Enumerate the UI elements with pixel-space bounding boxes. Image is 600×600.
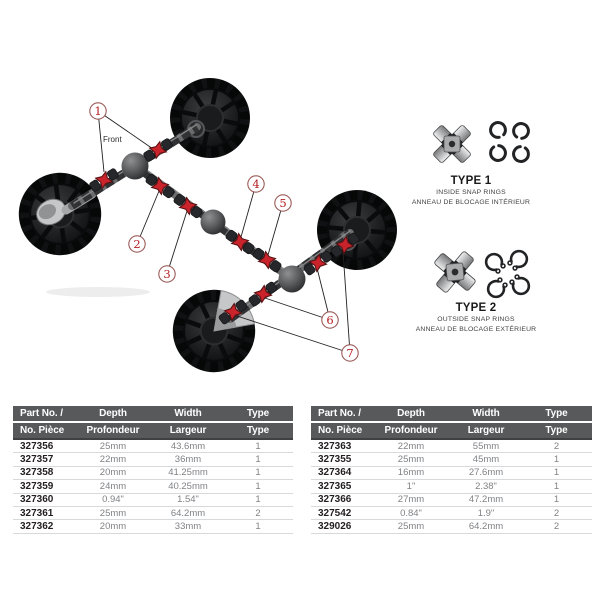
cell-width: 27.6mm xyxy=(451,466,521,479)
cell-part-no: 327364 xyxy=(311,466,371,479)
cell-width: 40.25mm xyxy=(153,480,223,493)
table-row xyxy=(311,520,592,533)
cell-part-no: 327358 xyxy=(13,466,73,479)
callout-3 xyxy=(159,266,175,282)
cell-type: 1 xyxy=(521,453,592,466)
cell-part-no: 327362 xyxy=(13,520,73,533)
type2-label xyxy=(395,301,557,334)
col-header-width: Width xyxy=(451,406,521,422)
cell-part-no: 327356 xyxy=(13,439,73,453)
type2-image xyxy=(424,241,532,303)
type1-image xyxy=(422,114,530,173)
ground-shadow xyxy=(46,287,150,297)
col-header-depth: Depth xyxy=(73,406,153,422)
col-header-part-fr: No. Pièce xyxy=(13,422,73,439)
type1-label xyxy=(390,174,552,207)
callout-7 xyxy=(342,345,358,361)
table-row xyxy=(13,466,293,479)
col-header-part: Part No. / xyxy=(13,406,73,422)
svg-text:3: 3 xyxy=(163,266,171,281)
cell-depth: 25mm xyxy=(73,439,153,453)
cell-depth: 24mm xyxy=(73,480,153,493)
cell-part-no: 327542 xyxy=(311,506,371,519)
parts-table-right xyxy=(311,406,592,534)
cell-part-no: 327357 xyxy=(13,453,73,466)
table-row xyxy=(311,480,592,493)
cell-depth: 22mm xyxy=(73,453,153,466)
cell-type: 1 xyxy=(521,493,592,506)
col-header-part: Part No. / xyxy=(311,406,371,422)
col-header-type: Type xyxy=(223,406,293,422)
cell-part-no: 327361 xyxy=(13,506,73,519)
table-row xyxy=(311,453,592,466)
col-header-depth-fr: Profondeur xyxy=(73,422,153,439)
col-header-type: Type xyxy=(521,406,592,422)
col-header-width-fr: Largeur xyxy=(153,422,223,439)
cell-width: 2.38" xyxy=(451,480,521,493)
svg-text:6: 6 xyxy=(326,312,334,327)
table-row xyxy=(13,453,293,466)
table-row xyxy=(13,493,293,506)
col-header-depth: Depth xyxy=(371,406,451,422)
cell-depth: 20mm xyxy=(73,466,153,479)
cell-type: 1 xyxy=(521,480,592,493)
cell-type: 2 xyxy=(223,506,293,519)
col-header-type-fr: Type xyxy=(223,422,293,439)
front-label: Front xyxy=(103,135,122,144)
cell-type: 1 xyxy=(223,453,293,466)
svg-text:2: 2 xyxy=(133,236,141,251)
svg-text:1: 1 xyxy=(94,103,102,118)
cell-type: 2 xyxy=(521,506,592,519)
cell-depth: 25mm xyxy=(371,520,451,533)
rear-diff-ball xyxy=(279,266,306,293)
cell-depth: 20mm xyxy=(73,520,153,533)
col-header-width: Width xyxy=(153,406,223,422)
cell-width: 64.2mm xyxy=(451,520,521,533)
cell-part-no: 327363 xyxy=(311,439,371,453)
cell-type: 1 xyxy=(223,493,293,506)
cell-width: 64.2mm xyxy=(153,506,223,519)
cell-depth: 1" xyxy=(371,480,451,493)
table-row xyxy=(13,439,293,453)
callout-4 xyxy=(248,176,264,192)
cell-depth: 0.94" xyxy=(73,493,153,506)
cell-part-no: 327366 xyxy=(311,493,371,506)
table-row xyxy=(311,493,592,506)
cell-type: 2 xyxy=(521,439,592,453)
cell-width: 1.9" xyxy=(451,506,521,519)
cell-type: 2 xyxy=(521,520,592,533)
svg-text:5: 5 xyxy=(279,195,287,210)
parts-table-left xyxy=(13,406,293,534)
table-row xyxy=(13,480,293,493)
table-row xyxy=(13,520,293,533)
cell-width: 33mm xyxy=(153,520,223,533)
type1-subtitle-fr: ANNEAU DE BLOCAGE INTÉRIEUR xyxy=(411,198,531,206)
type2-subtitle-fr: ANNEAU DE BLOCAGE EXTÉRIEUR xyxy=(415,325,537,333)
cell-depth: 16mm xyxy=(371,466,451,479)
cell-type: 1 xyxy=(223,466,293,479)
center-ball xyxy=(201,210,226,235)
type2-subtitle-en: OUTSIDE SNAP RINGS xyxy=(437,316,515,324)
table-row xyxy=(311,506,592,519)
cell-type: 1 xyxy=(223,480,293,493)
cell-depth: 25mm xyxy=(73,506,153,519)
cell-width: 43.6mm xyxy=(153,439,223,453)
type2-title: TYPE 2 xyxy=(455,302,497,314)
wheel-front-right xyxy=(163,71,258,166)
svg-text:4: 4 xyxy=(252,176,260,191)
cell-type: 1 xyxy=(223,439,293,453)
cell-part-no: 327359 xyxy=(13,480,73,493)
cell-type: 1 xyxy=(223,520,293,533)
cell-depth: 27mm xyxy=(371,493,451,506)
cell-width: 55mm xyxy=(451,439,521,453)
callout-5 xyxy=(275,195,291,211)
cell-type: 1 xyxy=(521,466,592,479)
col-header-width-fr: Largeur xyxy=(451,422,521,439)
svg-text:7: 7 xyxy=(346,345,354,360)
cell-part-no: 329026 xyxy=(311,520,371,533)
cell-width: 41.25mm xyxy=(153,466,223,479)
cell-depth: 0.84" xyxy=(371,506,451,519)
cell-depth: 25mm xyxy=(371,453,451,466)
callout-1 xyxy=(90,103,106,119)
table-row xyxy=(13,506,293,519)
type1-title: TYPE 1 xyxy=(450,175,492,187)
col-header-depth-fr: Profondeur xyxy=(371,422,451,439)
table-row xyxy=(311,439,592,453)
cell-part-no: 327360 xyxy=(13,493,73,506)
col-header-part-fr: No. Pièce xyxy=(311,422,371,439)
callout-2 xyxy=(129,236,145,252)
cell-depth: 22mm xyxy=(371,439,451,453)
cell-width: 1.54" xyxy=(153,493,223,506)
col-header-type-fr: Type xyxy=(521,422,592,439)
wheel-rear-left-cutaway xyxy=(161,278,267,384)
type1-subtitle-en: INSIDE SNAP RINGS xyxy=(436,189,506,197)
cell-width: 45mm xyxy=(451,453,521,466)
cell-part-no: 327355 xyxy=(311,453,371,466)
cell-width: 47.2mm xyxy=(451,493,521,506)
callout-6 xyxy=(322,312,338,328)
table-row xyxy=(311,466,592,479)
cell-width: 36mm xyxy=(153,453,223,466)
cell-part-no: 327365 xyxy=(311,480,371,493)
